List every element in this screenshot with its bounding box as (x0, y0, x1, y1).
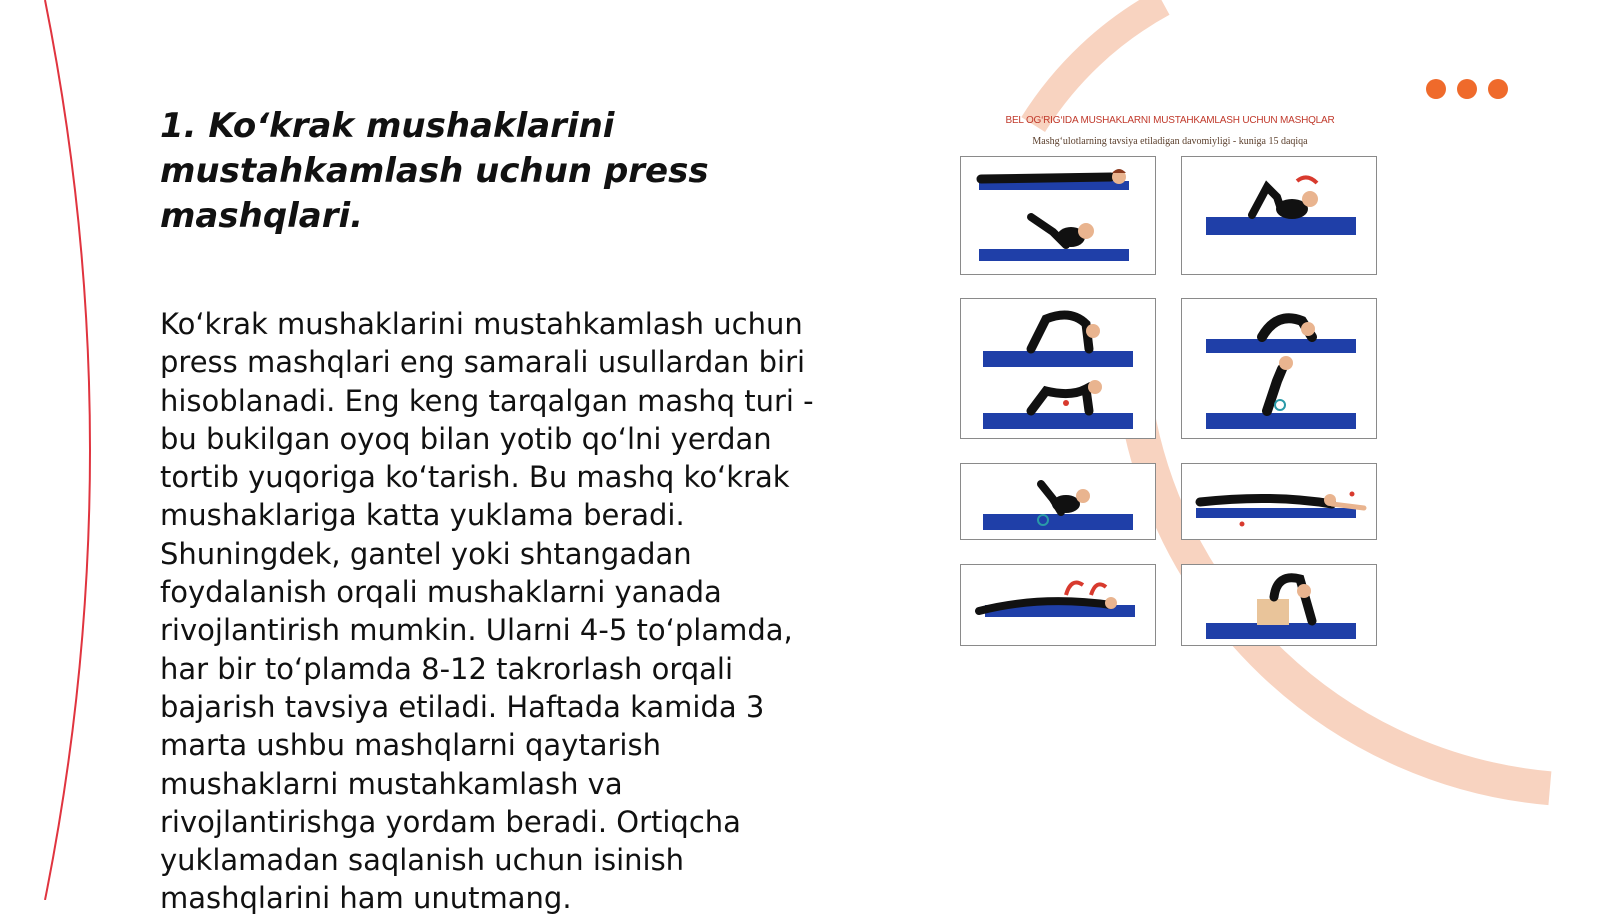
exercise-panel-4 (1181, 298, 1377, 439)
exercise-illustration (955, 108, 1385, 658)
slide-title: 1. Ko‘krak mushaklarini mustahkamlash uchun press mashqlari. (160, 106, 709, 236)
menu-dots (1426, 79, 1508, 99)
dot (1426, 79, 1446, 99)
figure-subtitle: Mashg‘ulotlarning tavsiya etiladigan davomiyligi - kuniga 15 daqiqa (1032, 136, 1308, 147)
exercise-panel-2 (1181, 156, 1377, 275)
exercise-panel-6 (1181, 463, 1377, 540)
dot (1457, 79, 1477, 99)
slide-body: Ko‘krak mushaklarini mustahkamlash uchun press mashqlari eng samarali usullardan biri hisoblanadi. Eng keng tarqalgan mashq turi - bu bukilgan oyoq bilan yotib qo‘lni yerdan tortib yuqoriga ko‘tarish. Bu mashq ko‘krak mushaklariga katta yuklama beradi. Shuningdek, gantel yoki shtangadan foydalanish orqali mushaklarni yanada rivojlantirish mumkin. Ularni 4-5 to‘plamda, har bir to‘plamda 8-12 takrorlash orqali bajarish tavsiya etiladi. Haftada kamida 3 marta ushbu mashqlarni qaytarish mushaklarni mustahkamlash va rivojlantirishga yordam beradi. Ortiqcha yuklamadan saqlanish uchun isinish mashqlarini ham unutmang. (160, 307, 814, 916)
left-border-curve (45, 0, 90, 900)
exercise-panel-1 (960, 156, 1156, 275)
figure-title: BEL OG‘RIG‘IDA MUSHAKLARNI MUSTAHKAMLASH UCHUN MASHQLAR (1005, 115, 1335, 126)
exercise-panel-5 (960, 463, 1156, 540)
exercise-panel-7 (960, 564, 1156, 646)
exercise-panel-8 (1181, 564, 1377, 646)
dot (1488, 79, 1508, 99)
exercise-panel-3 (960, 298, 1156, 439)
